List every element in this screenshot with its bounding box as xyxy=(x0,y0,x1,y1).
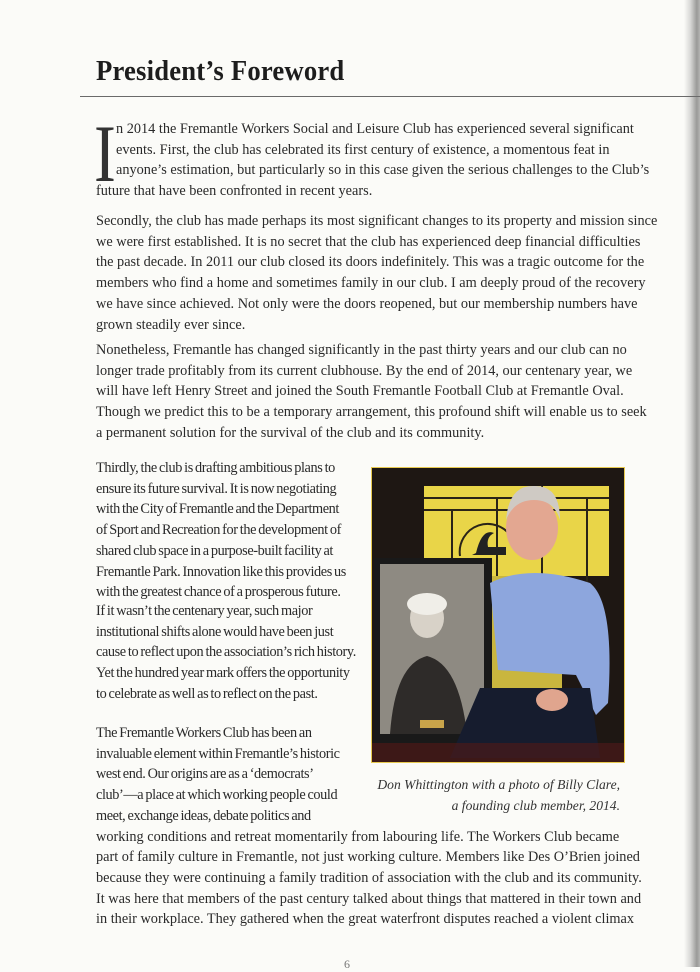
text-line: of Sport and Recreation for the development of xyxy=(96,522,341,539)
text-line: Thirdly, the club is drafting ambitious plans to xyxy=(96,460,335,476)
text-line: It was here that members of the past century talked about things that mattered in their town and xyxy=(96,890,642,907)
title-rule xyxy=(80,96,700,97)
paragraph-secondly xyxy=(96,211,657,335)
text-line: invaluable element within Fremantle’s historic xyxy=(96,745,340,762)
text-line: a permanent solution for the survival of the club and its community. xyxy=(96,424,485,441)
text-line: Fremantle Park. Innovation like this provides us xyxy=(96,563,346,580)
drop-cap: I xyxy=(94,108,116,199)
text-line: club’—a place at which working people could xyxy=(96,787,338,804)
text-line: anyone’s estimation, but particularly so in this case given the serious challenges to the Club’s xyxy=(116,162,650,179)
text-line: we have since achieved. Not only were the doors reopened, but our membership numbers have xyxy=(96,295,638,312)
text-line: longer trade profitably from its current clubhouse. By the end of 2014, our centenary year, we xyxy=(96,362,633,379)
text-line: future that have been confronted in recent years. xyxy=(96,183,373,200)
text-line: with the City of Fremantle and the Department xyxy=(96,501,339,518)
paragraph-nonetheless xyxy=(96,340,647,444)
paragraph-thirdly xyxy=(96,458,346,603)
text-line: we were first established. It is no secret that the club has experienced deep financial difficulties xyxy=(96,233,641,250)
photo-don-whittington xyxy=(371,467,625,763)
text-line: meet, exchange ideas, debate politics and xyxy=(96,807,311,824)
text-line: west end. Our origins are as a ‘democrats’ xyxy=(96,766,314,783)
text-line: Though we predict this to be a temporary arrangement, this profound shift will enable us to seek xyxy=(96,404,647,421)
page-edge-shadow xyxy=(684,0,700,967)
text-line: Secondly, the club has made perhaps its most significant changes to its property and mission since xyxy=(96,213,658,229)
text-line: The Fremantle Workers Club has been an xyxy=(96,725,312,741)
text-line: Yet the hundred year mark offers the opportunity xyxy=(96,665,350,682)
text-line: will have left Henry Street and joined the South Fremantle Football Club at Fremantle Oval. xyxy=(96,383,624,400)
text-line: with the greatest chance of a prosperous future. xyxy=(96,584,341,601)
text-line: n 2014 the Fremantle Workers Social and Leisure Club has experienced several significant xyxy=(116,121,634,137)
text-line: If it wasn’t the centenary year, such major xyxy=(96,603,313,619)
text-line: Nonetheless, Fremantle has changed significantly in the past thirty years and our club can no xyxy=(96,342,627,358)
text-line: cause to reflect upon the association’s rich history. xyxy=(96,644,356,661)
text-line: part of family culture in Fremantle, not just working culture. Members like Des O’Brien joined xyxy=(96,849,640,866)
text-line: grown steadily ever since. xyxy=(96,316,246,333)
caption-line: Don Whittington with a photo of Billy Clare, xyxy=(377,777,620,792)
text-line: working conditions and retreat momentarily from labouring life. The Workers Club became xyxy=(96,828,620,845)
text-line: in their workplace. They gathered when the great waterfront disputes reached a violent climax xyxy=(96,911,635,928)
text-line: ensure its future survival. It is now negotiating xyxy=(96,480,337,497)
photo-caption xyxy=(377,774,620,816)
text-line: to celebrate as well as to reflect on the past. xyxy=(96,685,318,702)
page-title: President’s Foreword xyxy=(96,55,345,87)
paragraph-centenary xyxy=(96,601,356,705)
text-line: because they were continuing a family tradition of association with the club and its community. xyxy=(96,869,642,886)
text-line: institutional shifts alone would have been just xyxy=(96,623,334,640)
page-number: 6 xyxy=(344,957,350,971)
caption-line: a founding club member, 2014. xyxy=(451,798,620,813)
text-line: members who find a home and sometimes family in our club. I am deeply proud of the recovery xyxy=(96,275,646,292)
text-line: events. First, the club has celebrated its first century of existence, a momentous feat in xyxy=(116,141,610,158)
paragraph-intro xyxy=(96,119,649,202)
text-line: shared club space in a purpose-built facility at xyxy=(96,542,334,559)
text-line: the past decade. In 2011 our club closed its doors indefinitely. This was a tragic outcome for the xyxy=(96,254,645,271)
